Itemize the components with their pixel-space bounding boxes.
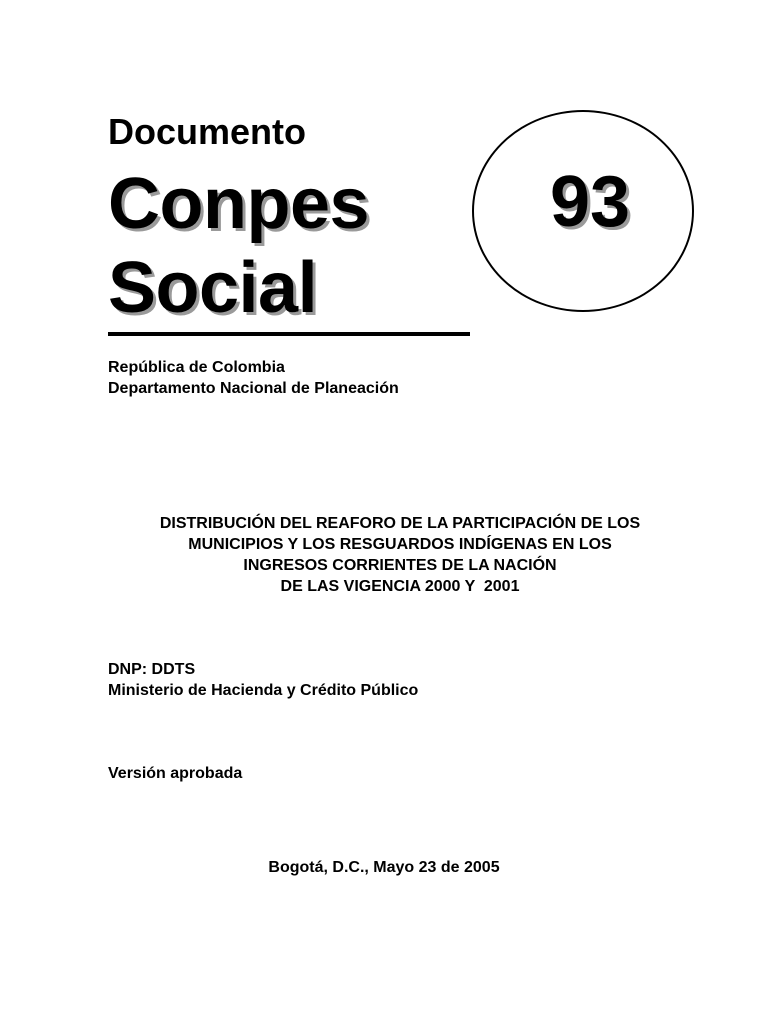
subject-line: DE LAS VIGENCIA 2000 Y 2001	[280, 578, 520, 595]
title-conpes: Conpes	[108, 164, 370, 244]
document-number: 93	[549, 162, 631, 242]
issuer-block	[108, 357, 399, 399]
document-date: Bogotá, D.C., Mayo 23 de 2005	[268, 859, 500, 876]
subject-line: DISTRIBUCIÓN DEL REAFORO DE LA PARTICIPACIÓN DE LOS	[159, 515, 641, 532]
author-ministry: Ministerio de Hacienda y Crédito Público	[108, 682, 419, 699]
author-dnp: DNP: DDTS	[108, 661, 196, 678]
authors-block	[108, 659, 418, 701]
document-subject	[80, 513, 720, 597]
issuer-department: Departamento Nacional de Planeación	[108, 380, 399, 397]
document-label: Documento	[108, 111, 306, 152]
title-social: Social	[108, 248, 318, 328]
issuer-country: República de Colombia	[108, 359, 285, 376]
subject-line: INGRESOS CORRIENTES DE LA NACIÓN	[243, 557, 557, 574]
subject-line: MUNICIPIOS Y LOS RESGUARDOS INDÍGENAS EN LOS	[188, 536, 612, 553]
version-label: Versión aprobada	[108, 765, 243, 782]
title-underline	[108, 332, 470, 336]
